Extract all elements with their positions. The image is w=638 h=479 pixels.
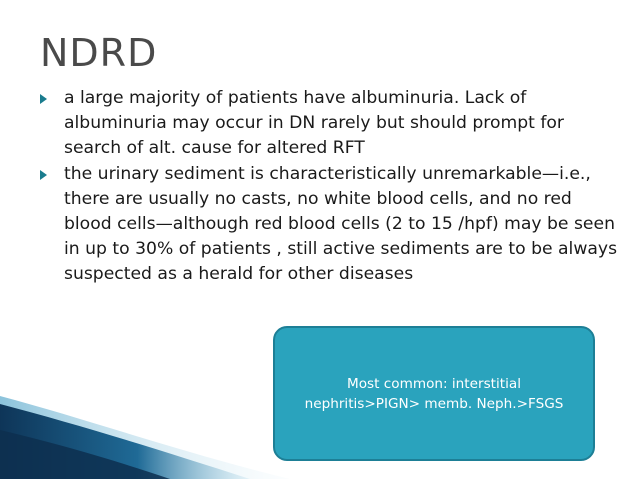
triangle-bullet-icon xyxy=(40,94,47,104)
callout-line-1: Most common: interstitial xyxy=(347,375,521,392)
bullet-item xyxy=(40,162,620,287)
bullet-text: a large majority of patients have albuminuria. Lack of albuminuria may occur in DN rarely but should prompt for search of alt. cause for altered RFT xyxy=(64,88,564,158)
triangle-bullet-icon xyxy=(40,170,47,180)
bullet-text: the urinary sediment is characteristically unremarkable—i.e., there are usually no casts, no white blood cells, and no red blood cells—although red blood cells (2 to 15 /hpf) may be seen in up to 30% of patients , still active sediments are to be always suspected as a herald for other diseases xyxy=(64,164,618,284)
bullet-item xyxy=(40,86,620,161)
bullet-list xyxy=(40,86,620,287)
slide-title: NDRD xyxy=(40,31,158,75)
callout-text xyxy=(293,374,576,414)
callout-line-2: nephritis>PIGN> memb. Neph.>FSGS xyxy=(304,395,564,412)
callout-box xyxy=(273,326,595,461)
